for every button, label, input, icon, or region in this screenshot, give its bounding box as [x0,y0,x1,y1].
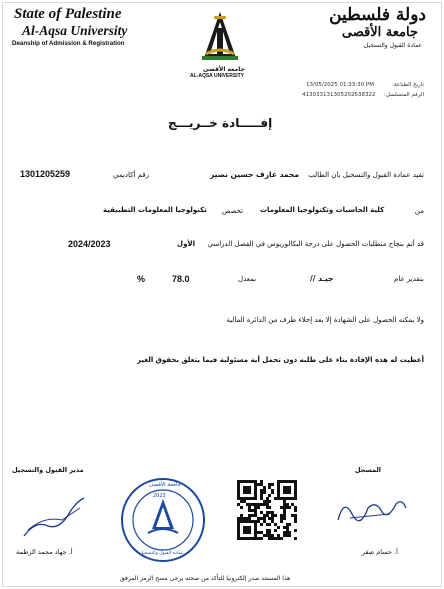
document-title: إفـــــادة خــريـــج [168,116,273,130]
issued-for-note: أعطيت له هذه الإفادة بناء على طلبه دون تحمل أية مسئولية فيما يتعلق بحقوق الغير [137,356,424,364]
line1-prefix: تفيد عمادة القبول والتسجيل بان الطالب [308,171,424,179]
average-label: بمعدل [238,275,257,283]
faculty-prefix: من [414,207,424,215]
logo-en-text: AL-AQSA UNIVERSITY [190,73,244,79]
clearance-note: ولا يمكنه الحصول على الشهادة إلا بعد إخلاء طرف من الدائرة المالية [226,316,424,324]
director-name: أ. جهاد محمد الزطمة [16,548,73,556]
completion-text: قد أتم بنجاح متطلبات الحصول على درجة البكالوريوس في الفصل الدراسي [207,240,424,248]
registrar-signature [330,490,410,530]
verification-qr-code [237,480,297,540]
semester: الأول [177,240,196,248]
seal-year: 2023 [153,493,166,499]
major-label: تخصص [222,207,244,215]
print-date-value: 13/05/2025 01:33:30 PM [306,82,374,88]
director-title: مدير القبول والتسجيل [12,466,84,474]
logo-ar-text: جامعة الأقصى [203,66,245,73]
major-name: تكنولوجيا المعلومات التطبيقية [103,206,207,214]
header-en-state: State of Palestine [14,6,122,22]
seal-ar-text: جامعة الأقصى [149,482,182,488]
grade-label: بتقدير عام [394,275,424,283]
academic-number-label: رقم أكاديمي [113,171,149,179]
header-en-university: Al-Aqsa University [22,23,128,38]
header-ar-university: جامعة الأقصى [341,25,418,40]
print-date-label: تاريخ الطباعة: [392,82,424,88]
serial-value: 413033131305202538322 [302,92,376,98]
academic-number: 1301205259 [20,169,71,179]
average-value: 78.0 [172,274,190,284]
grade-value: جيـد // [310,274,334,283]
header-en-deanship: Deanship of Admission & Registration [12,40,125,47]
header-ar-state: دولة فلسطين [329,5,426,25]
faculty-name: كلية الحاسبات وتكنولوجيا المعلومات [260,206,385,214]
verification-note: هذا المستند صدر إلكترونيا للتأكد من صحته يرجى مسح الرمز المرفق [120,575,291,582]
director-signature [14,490,94,544]
seal-sub-text: عمادة القبول والتسجيل [140,551,184,556]
academic-year: 2024/2023 [68,239,111,249]
serial-label: الرقم المتسلسل: [384,92,424,98]
registrar-name: أ. حسام صقر [361,548,398,556]
registrar-title: المسجل [354,466,381,474]
header-ar-deanship: عمادة القبول والتسجيل [363,42,422,49]
student-name: محمد عارف حسين نصير [210,170,299,179]
university-logo [192,8,248,74]
percent-sign: % [137,274,146,284]
